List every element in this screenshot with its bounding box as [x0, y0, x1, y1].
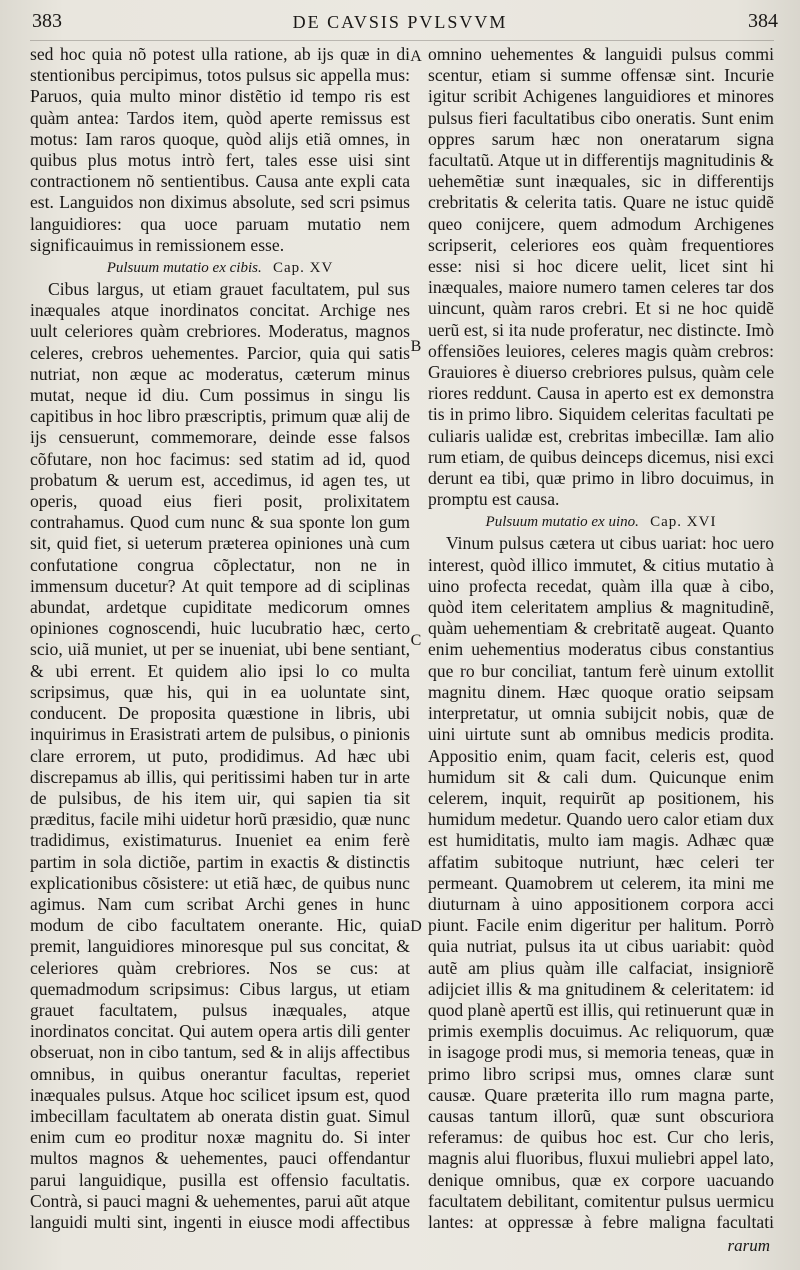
margin-letter-c: C — [410, 632, 422, 649]
page-number-left: 383 — [32, 10, 62, 32]
right-paragraph-1: omnino uehementes & languidi pulsus commi scentur, etiam si summe offensæ sint. Incurie igitur scribit Achigenes languidiores et minores pulsus fieri facultatibus cibo oneratis. Sunt enim oppres sarum hæc non oneratarum signa facultatũ. Atque ut in differentijs magnitudinis & uehemẽtiæ sunt inæquales, sic in differentijs crebritatis & celerita tatis. Quare ne istuc quidẽ queo conijcere, quem admodum Archigenes scripserit, celeriores eos quàm frequentiores esse: nisi si hoc dicere uelit, licet sint hi inæquales, maiore numero tamen celeres tar dos uincunt, quàm raros crebri. Et si ne hoc quidẽ uerũ est, si ita nude proferatur, nec distincte. Imò offensiões leuiores, celeres magis quàm crebros: Grauiores è diuerso crebriores pulsus, quàm cele riores reddunt. Causa in aperto est ex demonstra tis in primo libro. Siquidem celeritas facultati pe culiaris ualidæ est, crebritas imbecillæ. Iam alio rum etiam, de quibus deinceps dicemus, nisi exci derunt ea tibi, quæ primo in libro docuimus, in promptu est causa. — [428, 44, 774, 510]
left-column — [30, 44, 410, 1234]
margin-letter-d: D — [410, 918, 422, 935]
chapter-heading-16-cap: Cap. XVI — [650, 514, 717, 531]
page-header — [0, 6, 800, 40]
chapter-heading-16-title: Pulsuum mutatio ex uino. — [485, 514, 639, 531]
header-rule — [30, 40, 774, 41]
left-paragraph-2: Cibus largus, ut etiam grauet facultatem, pul sus inæquales atque inordinatos concitat. Archige nes uult celeriores quàm crebriores. Moderatus, magnos celeres, crebros uehementes. Parcior, quia qui satis nutriat, non æque ac moderatus, cæterum minus mutat, neque id diu. Cum possimus in singu lis capitibus in hoc libro præscriptis, primum quæ alij de ijs censuerunt, commemorare, deinde esse falsos cõfutare, non hoc facimus: sed statim ad id, quod probatum & uerum est, accedimus, id agen tes, ut operis, quoad eius fieri posit, prolixitatem contrahamus. Quod cum nunc & sua sponte lon gum sit, quid fiet, si ueterum præterea opiniones unà cum confutatione congrua cõplectatur, non ne in immensum ducetur? At quit tempore ad di sciplinas abundat, ardetque cupiditate medicorum omnes opiniones cognoscendi, huic lucubratio hæc, certo scio, uiã muniet, ut per se inueniat, ubi bene sentiant, & ubi errent. Et quidem alio ipsi lo co multa scripsimus, quæ his, qui in ea uoluntate sint, conducent. De proposita quæstione in libris, ubi inquirimus in Erasistrati artem de pulsibus, o pinionis clare errorem, ut puto, prodidimus. Ad hæc ubi discrepamus ab illis, qui peritissimi haben tur in arte de pulsibus, de his item uir, qui sapien tia sit præditus, facile mihi uidetur horũ præsidio, quæ nunc tradidimus, existimaturus. Inueniet ea enim ferè partim in sola dictiõe, partim in exactis & distinctis explicationibus cõsistere: ut etiã hæc, de quibus nunc agimus. Nam cum scribat Archi genes in hunc modum de cibo facultatem onerante. Hic, quia premit, languidiores minoresque pul sus concitat, & celeriores quàm crebriores. Nos se cus: at quemadmodum scripsimus: Cibus largus, ut etiam grauet facultatem, pulsus inæquales, atque inordinatos concitat. Qui autem opera artis dili genter obseruat, non in cibo tantum, sed & in alijs affectibus omnibus, in quibus onerantur facultas, reperiet inæquales pulsus. Atque hoc scilicet ipsum est, quod imbecillam facultatem ab onerata distin guat. Simul enim cum eo proditur noxæ magnitu do. Si inter multos magnos & uehementes, pauci offendantur parui languidique, pusilla est offensio facultatis. Contrà, si pauci magni & uehementes, parui aũt atque languidi multi sint, ingenti in eiusce modi affectibus — [30, 279, 410, 1232]
chapter-heading-15 — [30, 258, 410, 278]
chapter-heading-15-title: Pulsuum mutatio ex cibis. — [106, 260, 262, 277]
right-paragraph-2: Vinum pulsus cætera ut cibus uariat: hoc uero interest, quòd illico immutet, & citius mutatio à uino profecta recedat, quàm illa quæ à cibo, quòd item celeritatem amplius & magnitudinẽ, quàm uehementiam & crebritatẽ augeat. Quanto enim uehementius moderatus cibus constantius que ro bur conciliat, tantum ferè uinum extollit magnitu dinem. Hæc quoque oratio seipsam interpretatur, ut omnia subijcit nobis, quæ de uini uirtute sunt ab omnibus medicis prodita. Appositio enim, quam facit, celeris est, quod humidum sit & cali dum. Quicunque enim celerem, inquit, requirũt ap positionem, his humidum medetur. Quando uero calor etiam dux est humiditatis, multo iam magis. Adhæc quæ affatim subitoque nutriunt, hæc celeri ter permeant. Quamobrem ut celerem, ita mini me diuturnam à uino appositionem corpora acci piunt. Facile enim digeritur per halitum. Porrò quia nutriat, pulsus ita ut cibus uariabit: quòd autẽ am plius quàm ille calfaciat, insigniorẽ adijciet illis & ma gnitudinem & celeritatem: id quod planè apertũ est illis, qui retinuerunt quæ in primis exemplis docuimus. Ac reliquorum, quæ in isagoge prodi mus, si memoria teneas, quæ in primo libro scripsi mus, omnes claræ sunt causæ. Quare præterita illo rum magna parte, causas tantum illorũ, quæ sunt obscuriora referamus: de quibus hoc est. Cur cho leris, magnis alui fluoribus, fluxui muliebri appel lato, denique omnibus, quæ ex corpore uacuando facultatem debilitant, comitentur pulsus uermicu lantes: at oppressæ à febre maligna facultati — [428, 533, 774, 1232]
page-number-right: 384 — [748, 10, 778, 32]
right-column — [428, 44, 774, 1234]
margin-letter-b: B — [410, 338, 422, 355]
running-title: DE CAVSIS PVLSVVM — [292, 12, 508, 32]
left-paragraph-1: sed hoc quia nõ potest ulla ratione, ab ijs quæ in di stentionibus percipimus, totos pulsus sic appella mus: Paruos, quia multo minor distẽtio id tempo ris est quàm antea: Tardos item, quòd aperte remissus est motus: Iam raros quoque, quòd alijs etiã omnes, in quibus plus motus intrò fert, tales esse uisi sint contractionem nõ sentientibus. Causa ante expli cata est. Languidos non diximus absolute, sed scri psimus languidiores: qua uoce paruam mutatio nem significauimus in remissionem esse. — [30, 44, 410, 255]
catchword: rarum — [727, 1236, 770, 1255]
margin-letter-a: A — [410, 48, 422, 65]
chapter-heading-16 — [428, 512, 774, 532]
chapter-heading-15-cap: Cap. XV — [272, 260, 334, 277]
